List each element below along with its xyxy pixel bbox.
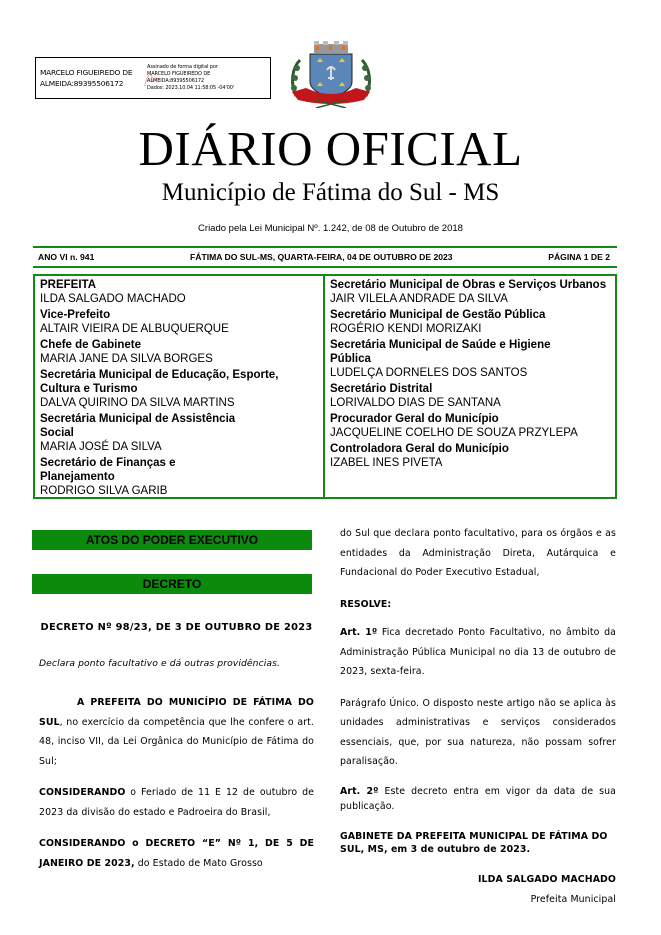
article-2-label: Art. 2º bbox=[340, 785, 379, 797]
article-1-text: Fica decretado Ponto Facultativo, no âmbito da Administração Pública Municipal no dia 13 de outubro de 2023, sexta-feira. bbox=[340, 627, 616, 677]
signature-detail-line1: Assinado de forma digital por bbox=[147, 64, 218, 70]
official-role: Vice-Prefeito bbox=[40, 309, 111, 321]
edition-number: ANO VI n. 941 bbox=[38, 252, 95, 262]
official-entry bbox=[330, 382, 610, 410]
official-entry bbox=[40, 338, 318, 366]
official-role: Chefe de Gabinete bbox=[40, 339, 141, 351]
section-header-executive-acts: ATOS DO PODER EXECUTIVO bbox=[32, 530, 312, 550]
resolve-label: RESOLVE: bbox=[340, 598, 392, 610]
official-name: MARIA JOSÉ DA SILVA bbox=[40, 441, 162, 453]
preamble-text: , no exercício da competência que lhe confere o art. 48, inciso VII, da Lei Orgânica do Município de Fátima do Sul; bbox=[39, 716, 314, 767]
masthead bbox=[33, 246, 617, 268]
coat-of-arms-icon bbox=[286, 38, 376, 108]
article-1 bbox=[340, 623, 616, 682]
officials-box bbox=[33, 274, 617, 499]
official-entry bbox=[40, 368, 318, 410]
signature-detail-line3: ALMEIDA:89395506172 bbox=[147, 78, 205, 84]
pdf-signature-icon bbox=[141, 68, 163, 90]
signer-name-text: ILDA SALGADO MACHADO bbox=[477, 873, 616, 885]
signer-block bbox=[340, 870, 616, 910]
official-role: Secretário Distrital bbox=[330, 383, 433, 395]
decree-title: DECRETO Nº 98/23, DE 3 DE OUTUBRO DE 2023 bbox=[40, 622, 313, 633]
official-role: Secretário Municipal de Gestão Pública bbox=[330, 309, 546, 321]
decree-preamble bbox=[39, 693, 314, 771]
decree-left-column bbox=[39, 618, 314, 885]
considerando-1-bold: CONSIDERANDO bbox=[39, 787, 126, 798]
official-role: Procurador Geral do Município bbox=[330, 413, 499, 425]
official-entry bbox=[330, 412, 610, 440]
official-role: Secretária Municipal de Saúde e Higiene Pública bbox=[330, 339, 551, 365]
official-entry bbox=[330, 338, 610, 380]
official-name: DALVA QUIRINO DA SILVA MARTINS bbox=[40, 397, 235, 409]
official-entry bbox=[40, 278, 318, 306]
decree-right-column bbox=[340, 524, 616, 922]
article-2 bbox=[340, 784, 616, 814]
considerando-2-continuation: do Sul que declara ponto facultativo, para os órgãos e as entidades da Administração Direta, Autárquica e Fundacional do Poder Executivo Estadual, bbox=[340, 528, 616, 578]
officials-left-column bbox=[35, 276, 325, 497]
considerando-1 bbox=[39, 783, 314, 822]
section-header-decree: DECRETO bbox=[32, 574, 312, 594]
considerando-2-text: do Estado de Mato Grosso bbox=[134, 857, 263, 869]
signature-detail-line2: MARCELO FIGUEIREDO DE bbox=[147, 71, 211, 77]
page-indicator: PÁGINA 1 DE 2 bbox=[548, 252, 610, 262]
signer-name bbox=[40, 67, 143, 89]
closing-text: GABINETE DA PREFEITA MUNICIPAL DE FÁTIMA DO SUL, MS, em 3 de outubro de 2023. bbox=[340, 830, 608, 855]
official-name: LUDELÇA DORNELES DOS SANTOS bbox=[330, 367, 528, 379]
official-name: MARIA JANE DA SILVA BORGES bbox=[40, 353, 213, 365]
considerando-1-text: o Feriado de 11 E 12 de outubro de 2023 da divisão do estado e Padroeira do Brasil, bbox=[39, 787, 314, 818]
digital-signature-stamp bbox=[35, 57, 271, 99]
official-entry bbox=[330, 308, 610, 336]
official-name: ALTAIR VIEIRA DE ALBUQUERQUE bbox=[40, 323, 229, 335]
official-entry bbox=[330, 442, 610, 470]
official-entry bbox=[40, 308, 318, 336]
signer-name-line1: MARCELO FIGUEIREDO DE bbox=[40, 68, 133, 77]
official-role: Controladora Geral do Município bbox=[330, 443, 509, 455]
decree-ementa: Declara ponto facultativo e dá outras providências. bbox=[39, 657, 281, 669]
official-entry bbox=[40, 456, 318, 498]
official-role: Secretária Municipal de Educação, Esporte, Cultura e Turismo bbox=[40, 369, 279, 395]
newspaper-title: DIÁRIO OFICIAL bbox=[138, 121, 523, 176]
resolve-heading bbox=[340, 595, 616, 615]
signer-name-line2: ALMEIDA:89395506172 bbox=[40, 79, 124, 88]
article-1-label: Art. 1º bbox=[340, 627, 378, 638]
paragrafo-unico: Parágrafo Único. O disposto neste artigo não se aplica às unidades administrativas e serviços considerados essenciais, que, por sua natureza, não possam sofrer paralisação. bbox=[340, 697, 616, 767]
official-name: JACQUELINE COELHO DE SOUZA PRZYLEPA bbox=[330, 427, 578, 439]
publication-date: FÁTIMA DO SUL-MS, QUARTA-FEIRA, 04 DE OUTUBRO DE 2023 bbox=[189, 252, 453, 262]
official-name: ROGÉRIO KENDI MORIZAKI bbox=[330, 323, 482, 335]
municipality-subtitle: Município de Fátima do Sul - MS bbox=[161, 179, 500, 206]
official-entry bbox=[40, 412, 318, 454]
official-name: RODRIGO SILVA GARIB bbox=[40, 485, 168, 497]
preamble-bold: A PREFEITA DO MUNICÍPIO DE FÁTIMA DO SUL bbox=[39, 697, 314, 728]
official-name: LORIVALDO DIAS DE SANTANA bbox=[330, 397, 501, 409]
official-entry bbox=[330, 278, 610, 306]
creation-law-note: Criado pela Lei Municipal Nº. 1.242, de 08 de Outubro de 2018 bbox=[198, 223, 463, 234]
official-role: Secretário Municipal de Obras e Serviços Urbanos bbox=[330, 279, 607, 291]
official-role: Secretário de Finanças e Planejamento bbox=[40, 457, 176, 483]
considerando-2-bold: CONSIDERANDO o DECRETO “E” Nº 1, DE 5 DE JANEIRO DE 2023, bbox=[39, 838, 314, 869]
officials-right-column bbox=[325, 276, 615, 497]
official-role: Secretária Municipal de Assistência Social bbox=[40, 413, 236, 439]
closing-statement bbox=[340, 830, 616, 856]
official-name: IZABEL INES PIVETA bbox=[330, 457, 443, 469]
signer-title: Prefeita Municipal bbox=[530, 893, 616, 905]
article-2-text: Este decreto entra em vigor da data de sua publicação. bbox=[340, 785, 616, 812]
official-name: ILDA SALGADO MACHADO bbox=[40, 293, 186, 305]
official-role: PREFEITA bbox=[40, 279, 97, 291]
considerando-2 bbox=[39, 834, 314, 873]
signature-detail-line4: Dados: 2023.10.04 11:58:05 -04'00' bbox=[147, 85, 235, 91]
signature-details bbox=[147, 64, 234, 92]
official-name: JAIR VILELA ANDRADE DA SILVA bbox=[330, 293, 508, 305]
